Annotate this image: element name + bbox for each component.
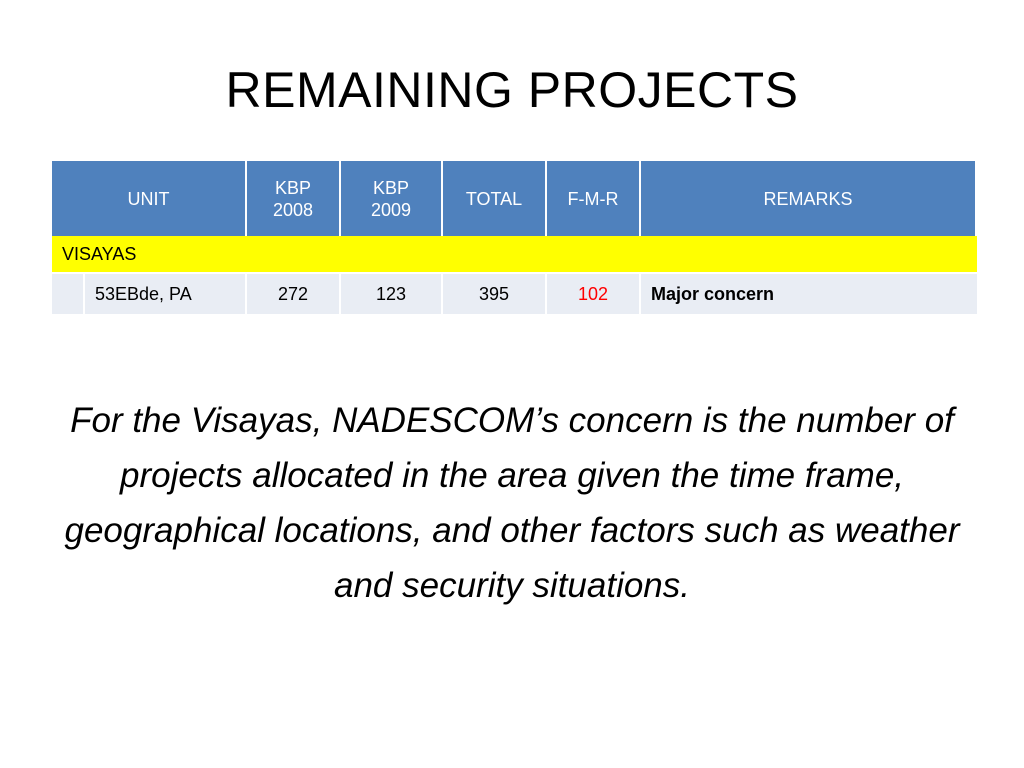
cell-unit: 53EBde, PA [85,274,247,314]
projects-table [52,161,977,314]
cell-fmr: 102 [547,274,641,314]
concern-note: For the Visayas, NADESCOM’s concern is the number of projects allocated in the area given the time frame, geographical locations, and other factors such as weather and security situations. [64,401,960,605]
header-fmr: F-M-R [547,161,641,236]
cell-remarks: Major concern [641,274,977,314]
header-kbp-2009-line2: 2009 [370,199,412,220]
header-remarks: REMARKS [641,161,977,236]
header-kbp-2008-line1: KBP [274,177,311,198]
header-total: TOTAL [443,161,547,236]
cell-kbp-2009: 123 [341,274,443,314]
header-unit: UNIT [52,161,247,236]
header-kbp-2008 [247,161,341,236]
cell-kbp-2008: 272 [247,274,341,314]
cell-blank [52,274,85,314]
cell-total: 395 [443,274,547,314]
section-row-visayas: VISAYAS [52,236,977,274]
header-kbp-2008-line2: 2008 [272,199,314,220]
slide-title: REMAINING PROJECTS [225,62,799,118]
header-kbp-2009-line1: KBP [372,177,409,198]
header-kbp-2009 [341,161,443,236]
